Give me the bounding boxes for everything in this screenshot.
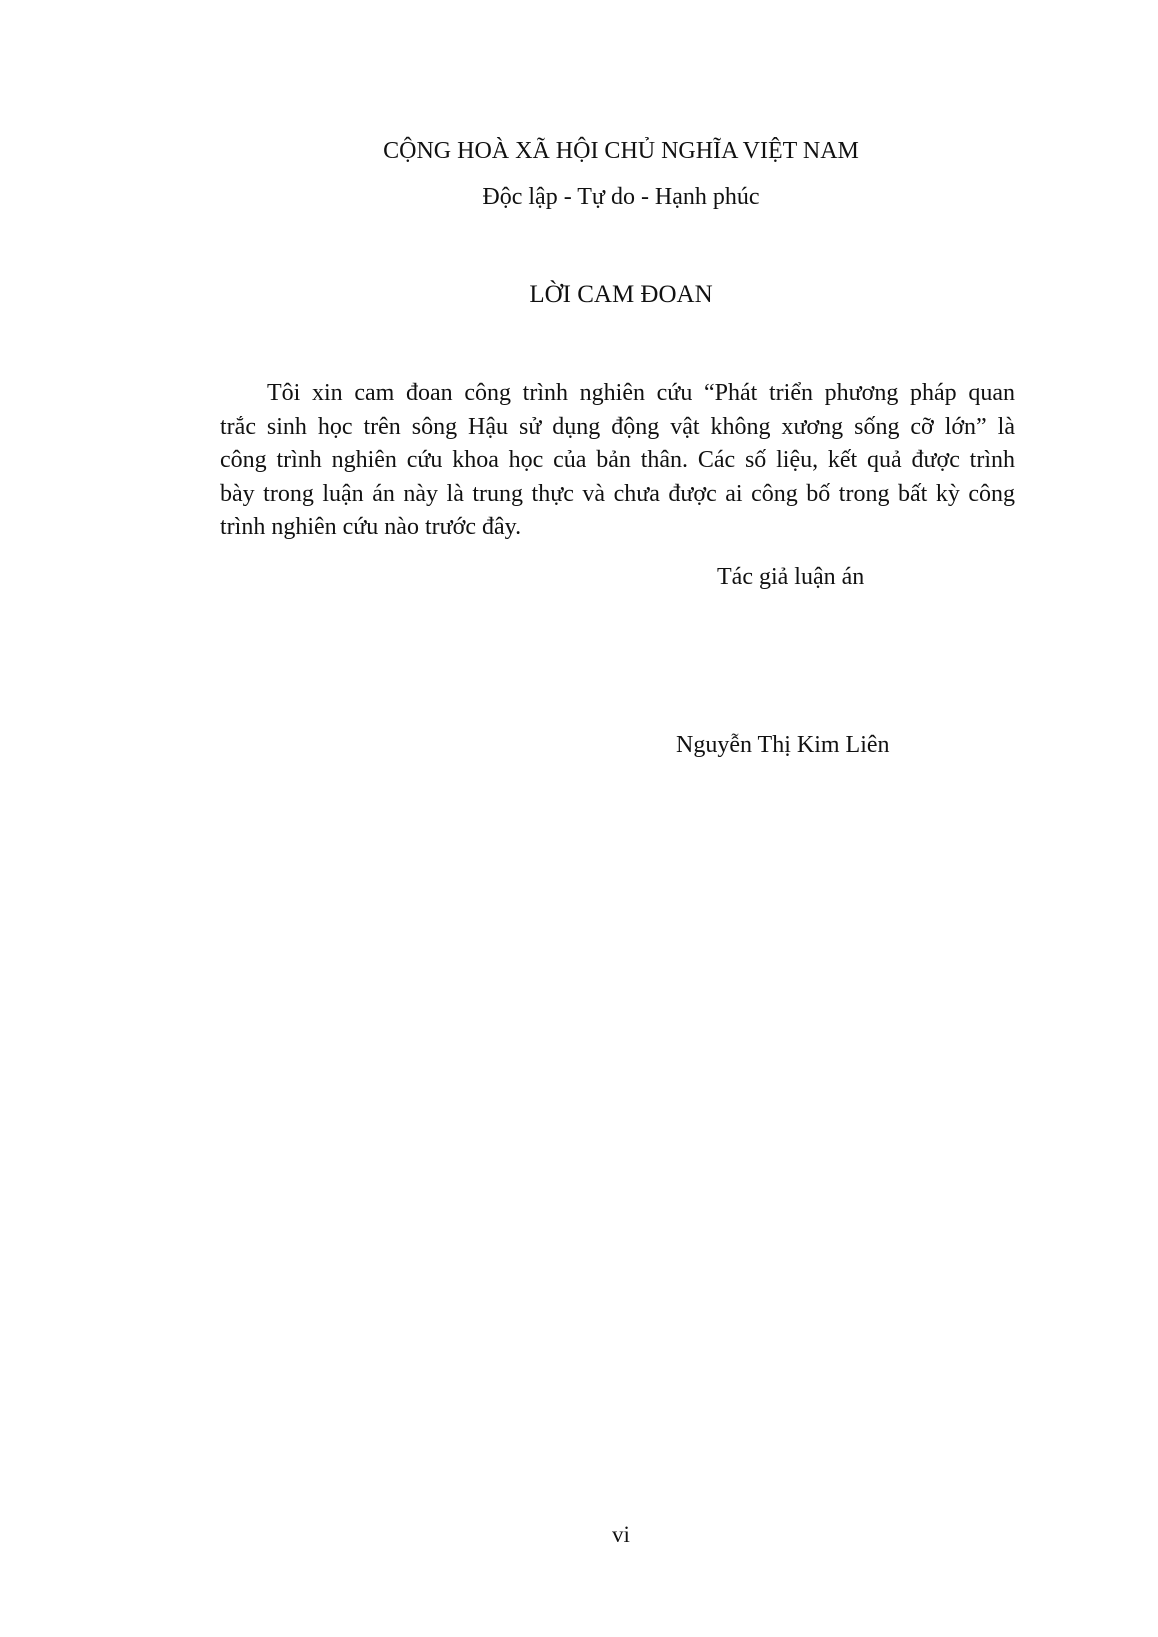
national-title: CỘNG HOÀ XÃ HỘI CHỦ NGHĨA VIỆT NAM — [383, 138, 859, 164]
paragraph-line: công trình nghiên cứu khoa học của bản thân. Các số liệu, kết quả được trình — [220, 447, 1015, 473]
declaration-paragraph — [220, 377, 1015, 545]
page-title: LỜI CAM ĐOAN — [529, 281, 713, 308]
author-name: Nguyễn Thị Kim Liên — [676, 732, 890, 758]
page-number: vi — [612, 1522, 630, 1547]
paragraph-line: trình nghiên cứu nào trước đây. — [220, 514, 522, 540]
national-motto: Độc lập - Tự do - Hạnh phúc — [482, 184, 760, 210]
paragraph-line: Tôi xin cam đoan công trình nghiên cứu “Phát triển phương pháp quan — [267, 380, 1015, 406]
author-label: Tác giả luận án — [717, 564, 865, 590]
paragraph-line: trắc sinh học trên sông Hậu sử dụng động vật không xương sống cỡ lớn” là — [220, 413, 1015, 440]
paragraph-line: bày trong luận án này là trung thực và chưa được ai công bố trong bất kỳ công — [220, 480, 1015, 507]
